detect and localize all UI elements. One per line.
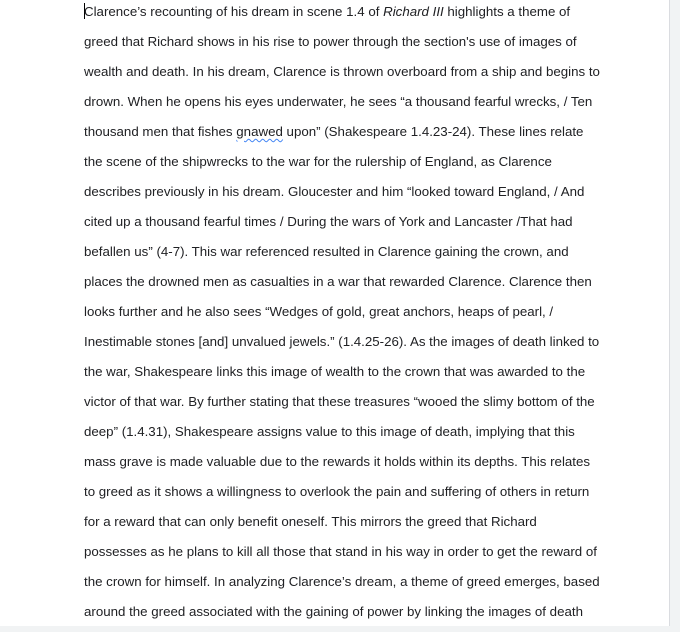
text-line[interactable]: drown. When he opens his eyes underwater, he sees “a thousand fearful wrecks, / Ten [84, 94, 593, 109]
page-gutter [670, 0, 680, 626]
line-text: highlights a theme of [443, 4, 571, 19]
text-line[interactable]: around the greed associated with the gaining of power by linking the images of death [84, 604, 583, 619]
text-line[interactable]: the scene of the shipwrecks to the war for the rulership of England, as Clarence [84, 154, 552, 169]
text-line[interactable]: cited up a thousand fearful times / During the wars of York and Lancaster /That had [84, 214, 573, 229]
text-line[interactable]: greed that Richard shows in his rise to power through the section's use of images of [84, 34, 577, 49]
text-line[interactable]: Inestimable stones [and] unvalued jewels.” (1.4.25-26). As the images of death linked to [84, 334, 600, 349]
text-line[interactable]: befallen us” (4-7). This war referenced resulted in Clarence gaining the crown, and [84, 244, 569, 259]
text-line[interactable] [84, 2, 664, 32]
line-text: upon” (Shakespeare 1.4.23-24). These lines relate [282, 124, 584, 139]
line-text: Clarence’s recounting of his dream in scene 1.4 of [84, 4, 384, 19]
spellcheck-flagged-word[interactable]: gnawed [236, 124, 283, 139]
text-line[interactable]: looks further and he also sees “Wedges of gold, great anchors, heaps of pearl, / [84, 304, 554, 319]
text-line[interactable]: deep” (1.4.31), Shakespeare assigns value to this image of death, implying that this [84, 424, 575, 439]
line-text: thousand men that fishes [84, 124, 237, 139]
text-line[interactable] [84, 122, 664, 152]
text-line[interactable]: the crown for himself. In analyzing Clarence’s dream, a theme of greed emerges, based [84, 574, 600, 589]
text-line[interactable]: the war, Shakespeare links this image of wealth to the crown that was awarded to the [84, 364, 586, 379]
play-title: Richard III [383, 4, 444, 19]
text-line[interactable]: victor of that war. By further stating that these treasures “wooed the slimy bottom of the [84, 394, 595, 409]
document-body[interactable] [84, 2, 664, 632]
text-line[interactable]: describes previously in his dream. Gloucester and him “looked toward England, / And [84, 184, 585, 199]
text-line[interactable]: places the drowned men as casualties in a war that rewarded Clarence. Clarence then [84, 274, 592, 289]
text-line[interactable]: wealth and death. In his dream, Clarence is thrown overboard from a ship and begins to [84, 64, 600, 79]
text-line[interactable]: to greed as it shows a willingness to overlook the pain and suffering of others in return [84, 484, 590, 499]
text-line[interactable]: for a reward that can only benefit oneself. This mirrors the greed that Richard [84, 514, 537, 529]
text-line[interactable]: mass grave is made valuable due to the rewards it holds within its depths. This relates [84, 454, 591, 469]
text-line[interactable]: possesses as he plans to kill all those that stand in his way in order to get the reward of [84, 544, 597, 559]
